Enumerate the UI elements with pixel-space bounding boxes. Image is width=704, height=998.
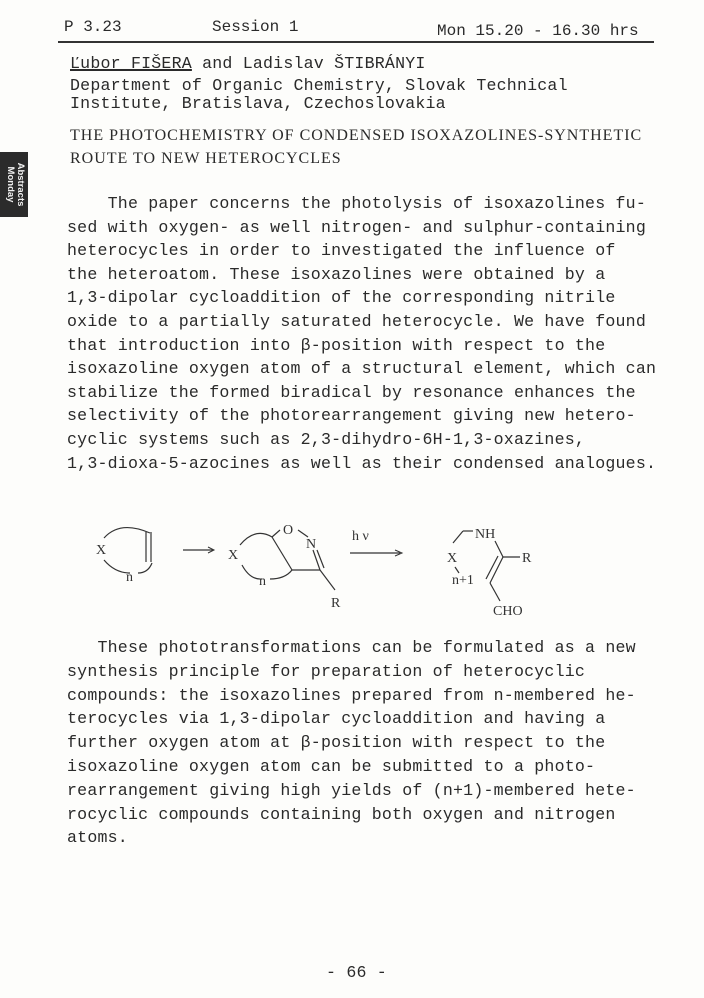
- text-line: rocyclic compounds containing both oxygen and nitrogen: [67, 804, 616, 824]
- label-n-plus-1: n+1: [452, 573, 474, 588]
- page-number: - 66 -: [326, 963, 387, 982]
- co-author: and Ladislav ŠTIBRÁNYI: [191, 54, 426, 73]
- label-n: n: [259, 574, 266, 589]
- label-o: O: [283, 523, 294, 538]
- paper-title-line: ROUTE TO NEW HETEROCYCLES: [70, 150, 342, 167]
- label-r: R: [522, 551, 532, 566]
- text-line: stabilize the formed biradical by resonance enhances the: [67, 382, 636, 402]
- text-line: atoms.: [67, 828, 128, 848]
- side-tab-line1: Abstracts: [15, 162, 26, 207]
- side-tab-line2: Monday: [5, 166, 16, 203]
- presenting-author: Ľubor FIŠERA: [70, 54, 192, 73]
- text-line: isoxazoline oxygen atom can be submitted to a photo-: [67, 757, 596, 776]
- label-x: X: [447, 551, 458, 566]
- text-line: that introduction into β-position with respect to the: [67, 335, 606, 355]
- text-line: terocycles via 1,3-dipolar cycloaddition and having a: [67, 709, 606, 729]
- reaction-scheme: [80, 515, 560, 625]
- text-line: oxide to a partially saturated heterocycle. We have found: [67, 312, 646, 331]
- affiliation-line: Department of Organic Chemistry, Slovak Technical: [70, 76, 568, 95]
- text-line: compounds: the isoxazolines prepared from n-membered he-: [67, 685, 636, 705]
- authors: [70, 54, 426, 73]
- text-line: further oxygen atom at β-position with respect to the: [67, 733, 606, 753]
- affiliation-line: Institute, Bratislava, Czechoslovakia: [70, 94, 446, 113]
- abstract-code: P 3.23: [64, 18, 122, 36]
- label-hv: h ν: [352, 529, 369, 544]
- text-line: The paper concerns the photolysis of isoxazolines fu-: [67, 194, 646, 213]
- starting-ring: [104, 528, 152, 573]
- text-line: rearrangement giving high yields of (n+1)-membered hete-: [67, 780, 636, 800]
- text-line: synthesis principle for preparation of heterocyclic: [67, 661, 586, 681]
- label-x: X: [96, 543, 107, 558]
- label-n-atom: N: [306, 537, 317, 552]
- label-n: n: [126, 570, 133, 585]
- text-line: the heteroatom. These isoxazolines were obtained by a: [67, 264, 606, 284]
- label-nh: NH: [475, 527, 496, 542]
- text-line: 1,3-dioxa-5-azocines as well as their condensed analogues.: [67, 453, 657, 473]
- session-time: Mon 15.20 - 16.30 hrs: [437, 22, 639, 40]
- label-x: X: [228, 548, 239, 563]
- isoxazoline: [240, 530, 335, 590]
- text-line: 1,3-dipolar cycloaddition of the corresponding nitrile: [67, 288, 616, 308]
- session-label: Session 1: [212, 18, 299, 36]
- paper-title-line: THE PHOTOCHEMISTRY OF CONDENSED ISOXAZOLINES-SYNTHETIC: [70, 127, 643, 144]
- side-tab: [0, 152, 28, 217]
- text-line: sed with oxygen- as well nitrogen- and sulphur-containing: [67, 217, 646, 237]
- label-cho: CHO: [493, 604, 523, 619]
- text-line: heterocycles in order to investigated the influence of: [67, 241, 616, 261]
- text-line: isoxazoline oxygen atom of a structural element, which can: [67, 359, 657, 379]
- text-line: These phototransformations can be formulated as a new: [67, 638, 636, 657]
- header-rule: [58, 41, 654, 43]
- text-line: cyclic systems such as 2,3-dihydro-6H-1,3-oxazines,: [67, 430, 586, 449]
- text-line: selectivity of the photorearrangement giving new hetero-: [67, 406, 636, 426]
- label-r: R: [331, 596, 341, 611]
